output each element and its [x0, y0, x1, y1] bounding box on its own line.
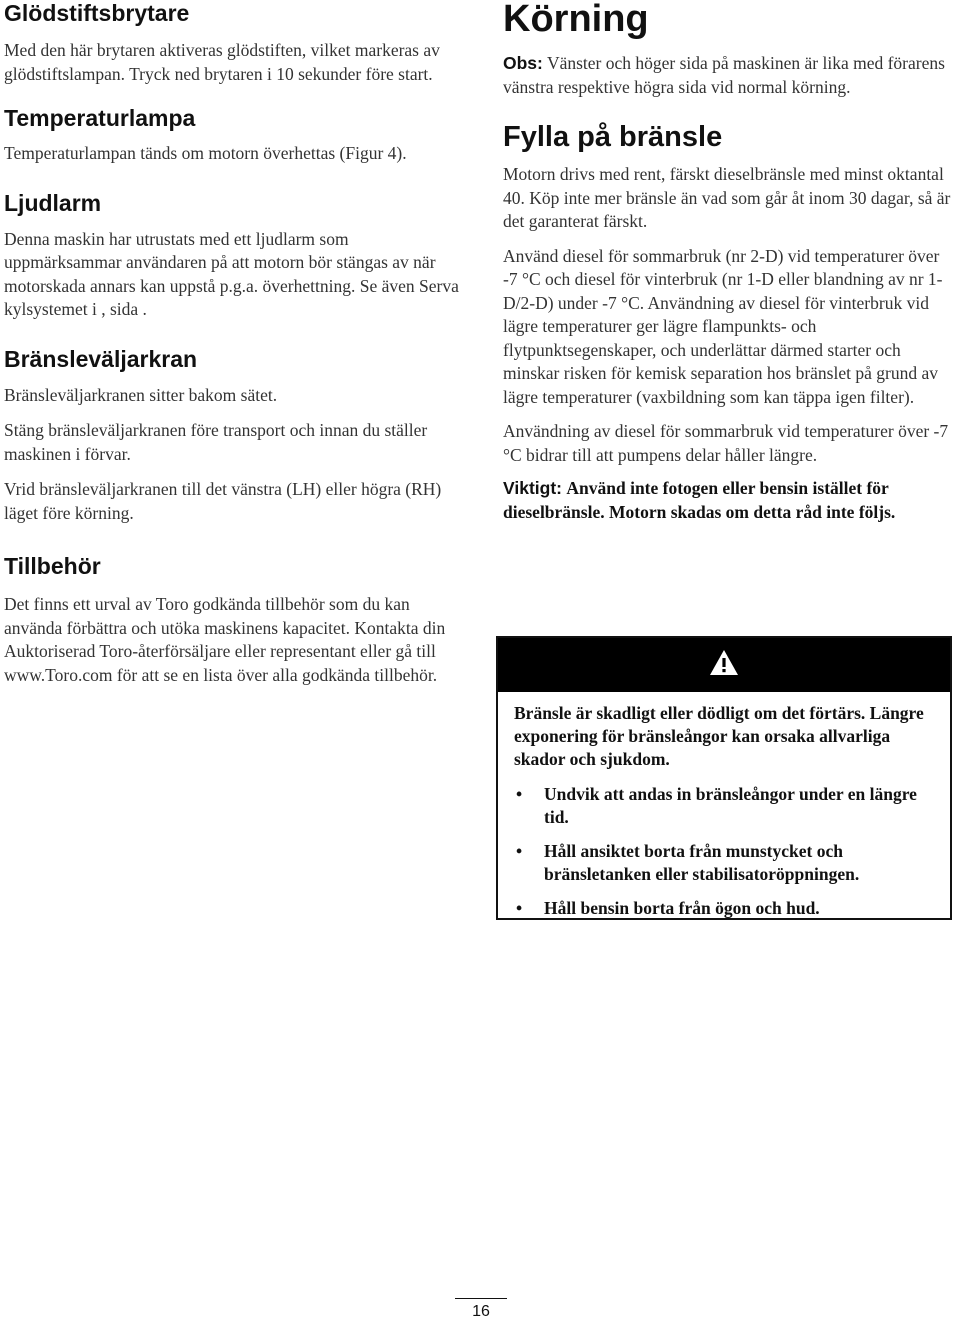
right-column — [503, 0, 955, 524]
warning-bullet: • Håll ansiktet borta från munstycket och bränsletanken eller stabilisatoröppningen. — [516, 841, 860, 884]
warning-body — [498, 692, 950, 920]
important-paragraph — [503, 477, 955, 524]
warning-triangle-icon — [709, 649, 739, 681]
paragraph-bransle-2: Stäng bränsleväljarkranen före transport och innan du ställer maskinen i förvar. — [4, 420, 428, 464]
heading-tillbehor: Tillbehör — [4, 553, 101, 579]
important-label: Viktigt: — [503, 478, 562, 498]
paragraph-temperaturlampa: Temperaturlampan tänds om motorn överhettas (Figur 4). — [4, 143, 407, 163]
fuel-paragraph-1: Motorn drivs med rent, färskt dieselbränsle med minst oktantal 40. Köp inte mer bränsle än vad som går åt inom 30 dagar, så är det garanterat färskt. — [503, 164, 951, 231]
bullet-dot-icon: • — [516, 841, 523, 861]
left-column — [4, 0, 470, 687]
warning-text: Bränsle är skadligt eller dödligt om det förtärs. Längre exponering för bränsleångor kan orsaka allvarliga skador och sjukdom. — [514, 703, 924, 769]
fuel-paragraph-2: Använd diesel för sommarbruk (nr 2-D) vid temperaturer över -7 °C och diesel för vinterbruk (nr 1-D eller blandning av nr 1-D/2-D) under -7 °C. Användning av diesel för vinterbruk vid lägre temperaturer ger lägre flampunkts- och flytpunktsegenskaper, och underlättar därmed starter och minskar risken för kemisk separation hos bränslet på grund av lägre temperaturer (vaxbildning som kan täppa igen filter). — [503, 245, 943, 407]
paragraph-bransle-3: Vrid bränsleväljarkranen till det vänstra (LH) eller högra (RH) läget före körning. — [4, 479, 442, 523]
warning-bullet-list — [514, 783, 936, 920]
warning-header — [498, 638, 950, 692]
heading-ljudlarm: Ljudlarm — [4, 189, 102, 216]
paragraph-ljudlarm: Denna maskin har utrustats med ett ljudlarm som uppmärksammar användaren på att motorn bör stängas av när motorskada annars kan uppstå p.g.a. överhettning. Se även Serva kylsystemet i , sida . — [4, 228, 459, 319]
heading-bransleväljarkran: Bränsleväljarkran — [4, 345, 198, 372]
paragraph-bransle-1: Bränsleväljarkranen sitter bakom sätet. — [4, 384, 278, 405]
heading-temperaturlampa: Temperaturlampa — [4, 105, 196, 131]
important-text: Använd inte fotogen eller bensin istället för dieselbränsle. Motorn skadas om detta råd inte följs. — [503, 478, 896, 522]
fuel-paragraph-3: Användning av diesel för sommarbruk vid temperaturer över -7 °C bidrar till att pumpens delar håller längre. — [503, 421, 949, 465]
page-title: Körning — [503, 0, 649, 40]
warning-box — [496, 636, 952, 920]
page-number: 16 — [455, 1298, 507, 1321]
bullet-dot-icon: • — [516, 784, 523, 804]
note-paragraph — [503, 52, 955, 99]
warning-bullet: • Håll bensin borta från ögon och hud. — [516, 898, 820, 918]
paragraph-glodstift: Med den här brytaren aktiveras glödstiften, vilket markeras av glödstiftslampan. Tryck ned brytaren i 10 sekunder före start. — [4, 40, 440, 84]
heading-fylla-pa-bransle: Fylla på bränsle — [503, 121, 723, 153]
note-text: Vänster och höger sida på maskinen är lika med förarens vänstra respektive högra sida vid normal körning. — [503, 53, 945, 97]
note-label: Obs: — [503, 53, 543, 73]
warning-bullet: • Undvik att andas in bränsleångor under en längre tid. — [516, 784, 917, 827]
heading-glodstiftsbrytare: Glödstiftsbrytare — [4, 0, 190, 26]
bullet-dot-icon: • — [516, 898, 523, 918]
paragraph-tillbehor: Det finns ett urval av Toro godkända tillbehör som du kan använda förbättra och utöka maskinens kapacitet. Kontakta din Auktoriserad Toro-återförsäljare eller representant eller gå till www.Toro.com för att se en lista över alla godkända tillbehör. — [4, 594, 446, 685]
